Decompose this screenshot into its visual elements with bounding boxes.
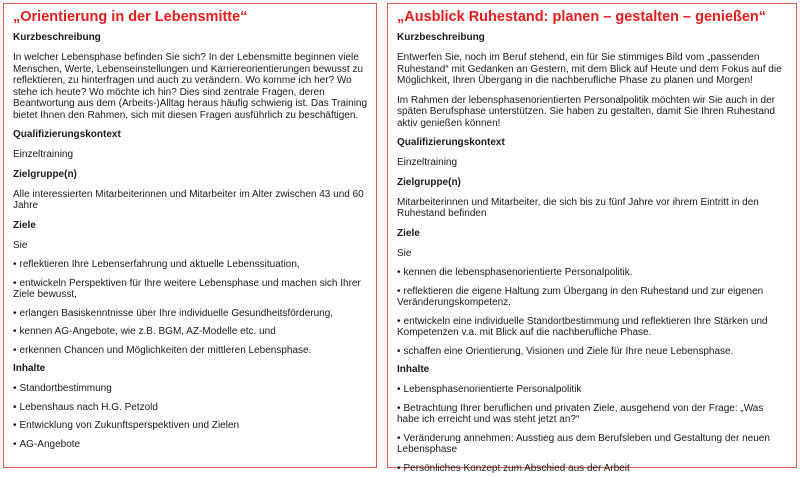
list-item: • Betrachtung Ihrer beruflichen und privaten Ziele, ausgehend von der Frage: „Was habe ich erreicht und was steht jetzt an?“ — [397, 402, 764, 425]
bullet-icon: • — [13, 401, 17, 413]
bullet-icon: • — [397, 267, 401, 278]
heading-kurzbeschreibung: Kurzbeschreibung — [13, 32, 101, 43]
list-item: • entwickeln eine individuelle Standortbestimmung und reflektieren Ihre Stärken und Kompetenzen v.a. mit Blick auf die nachberufliche Phase. — [397, 315, 768, 338]
bullet-icon: • — [13, 383, 17, 394]
card-ruhestand — [387, 3, 797, 474]
list-item: • Entwicklung von Zukunftsperspektiven und Zielen — [13, 420, 240, 431]
bullet-icon: • — [397, 345, 401, 357]
heading-ziele: Ziele — [13, 219, 36, 231]
bullet-icon: • — [13, 259, 17, 270]
list-item: • Standortbestimmung — [13, 383, 112, 394]
bullet-icon: • — [13, 277, 17, 289]
heading-zielgruppe: Zielgruppe(n) — [397, 176, 461, 188]
bullet-icon: • — [13, 307, 17, 319]
list-item: • erkennen Chancen und Möglichkeiten der mittleren Lebensphase. — [13, 344, 312, 356]
zielgruppe-text: Alle interessierten Mitarbeiterinnen und Mitarbeiter im Alter zwischen 43 und 60 Jahre — [13, 188, 364, 211]
heading-ziele: Ziele — [397, 227, 420, 239]
list-item: • erlangen Basiskenntnisse über Ihre individuelle Gesundheitsförderung, — [13, 307, 334, 319]
card-title: „Orientierung in der Lebensmitte“ — [13, 9, 248, 25]
kurzbeschreibung-text-2: Im Rahmen der lebensphasenorientierten Personalpolitik möchten wir Sie auch in der späten Berufsphase unterstützen. Sie haben zu gestalten, damit Sie Ihren Ruhestand aktiv genießen können! — [397, 94, 776, 129]
heading-qualifizierungskontext: Qualifizierungskontext — [13, 129, 121, 140]
list-item: • Lebensphasenorientierte Personalpolitik — [397, 384, 582, 395]
bullet-icon: • — [13, 326, 17, 337]
bullet-icon: • — [397, 384, 401, 395]
heading-qualifizierungskontext: Qualifizierungskontext — [397, 137, 505, 148]
heading-inhalte: Inhalte — [13, 363, 46, 374]
bullet-icon: • — [13, 344, 17, 356]
card-orientierung — [3, 3, 377, 468]
list-item: • Veränderung annehmen: Ausstieg aus dem Berufsleben und Gestaltung der neuen Lebensphase — [397, 432, 770, 455]
list-item: • kennen die lebensphasenorientierte Personalpolitik. — [397, 267, 633, 278]
zielgruppe-text: Mitarbeiterinnen und Mitarbeiter, die sich bis zu fünf Jahre vor ihrem Eintritt in den Ruhestand befinden — [397, 196, 759, 219]
list-item: • reflektieren Ihre Lebenserfahrung und aktuelle Lebenssituation, — [13, 259, 300, 270]
heading-zielgruppe: Zielgruppe(n) — [13, 168, 77, 180]
list-item: • AG-Angebote — [13, 438, 81, 450]
card-title: „Ausblick Ruhestand: planen – gestalten – genießen“ — [397, 9, 767, 25]
list-item: • Persönliches Konzept zum Abschied aus der Arbeit — [397, 462, 630, 474]
bullet-icon: • — [397, 462, 401, 474]
list-item: • schaffen eine Orientierung, Visionen und Ziele für Ihre neue Lebensphase. — [397, 345, 734, 357]
list-item: • Lebenshaus nach H.G. Petzold — [13, 401, 158, 413]
bullet-icon: • — [397, 432, 401, 444]
heading-inhalte: Inhalte — [397, 364, 430, 375]
bullet-icon: • — [397, 402, 401, 414]
bullet-icon: • — [13, 420, 17, 431]
list-item: • reflektieren die eigene Haltung zum Übergang in den Ruhestand und zur eigenen Veränderungskompetenz. — [397, 285, 764, 308]
qualifizierungskontext-text: Einzeltraining — [13, 149, 74, 160]
list-item: • kennen AG-Angebote, wie z.B. BGM, AZ-Modelle etc. und — [13, 326, 276, 337]
bullet-icon: • — [397, 285, 401, 297]
kurzbeschreibung-text: Entwerfen Sie, noch im Beruf stehend, ein für Sie stimmiges Bild vom „passenden Ruhestand“ mit Gedanken an Gestern, mit dem Blick auf Heute und dem Fokus auf die Möglichkeit, Ihren Übergang in die nachberufliche Phase zu planen und Morgen! — [397, 52, 782, 86]
qualifizierungskontext-text: Einzeltraining — [397, 157, 458, 168]
ziele-intro: Sie — [397, 247, 412, 259]
heading-kurzbeschreibung: Kurzbeschreibung — [397, 32, 485, 43]
ziele-intro: Sie — [13, 239, 28, 251]
bullet-icon: • — [397, 315, 401, 327]
kurzbeschreibung-text: In welcher Lebensphase befinden Sie sich? In der Lebensmitte beginnen viele Menschen, Werte, Lebenseinstellungen und Karriereorientierungen bewusst zu reflektieren, zu hinterfragen und auch zu verändern. Wo komme ich her? Wo stehe ich heute? Wo möchte ich hin? Dies sind zentrale Fragen, deren Beantwortung aus dem (Arbeits-)Alltag heraus häufig schwierig ist. Das Training bietet Ihnen den Rahmen, sich mit diesen Fragen ausführlich zu beschäftigen. — [13, 52, 368, 121]
bullet-icon: • — [13, 438, 17, 450]
list-item: • entwickeln Perspektiven für Ihre weitere Lebensphase und machen sich Ihrer Ziele bewusst, — [13, 277, 361, 300]
